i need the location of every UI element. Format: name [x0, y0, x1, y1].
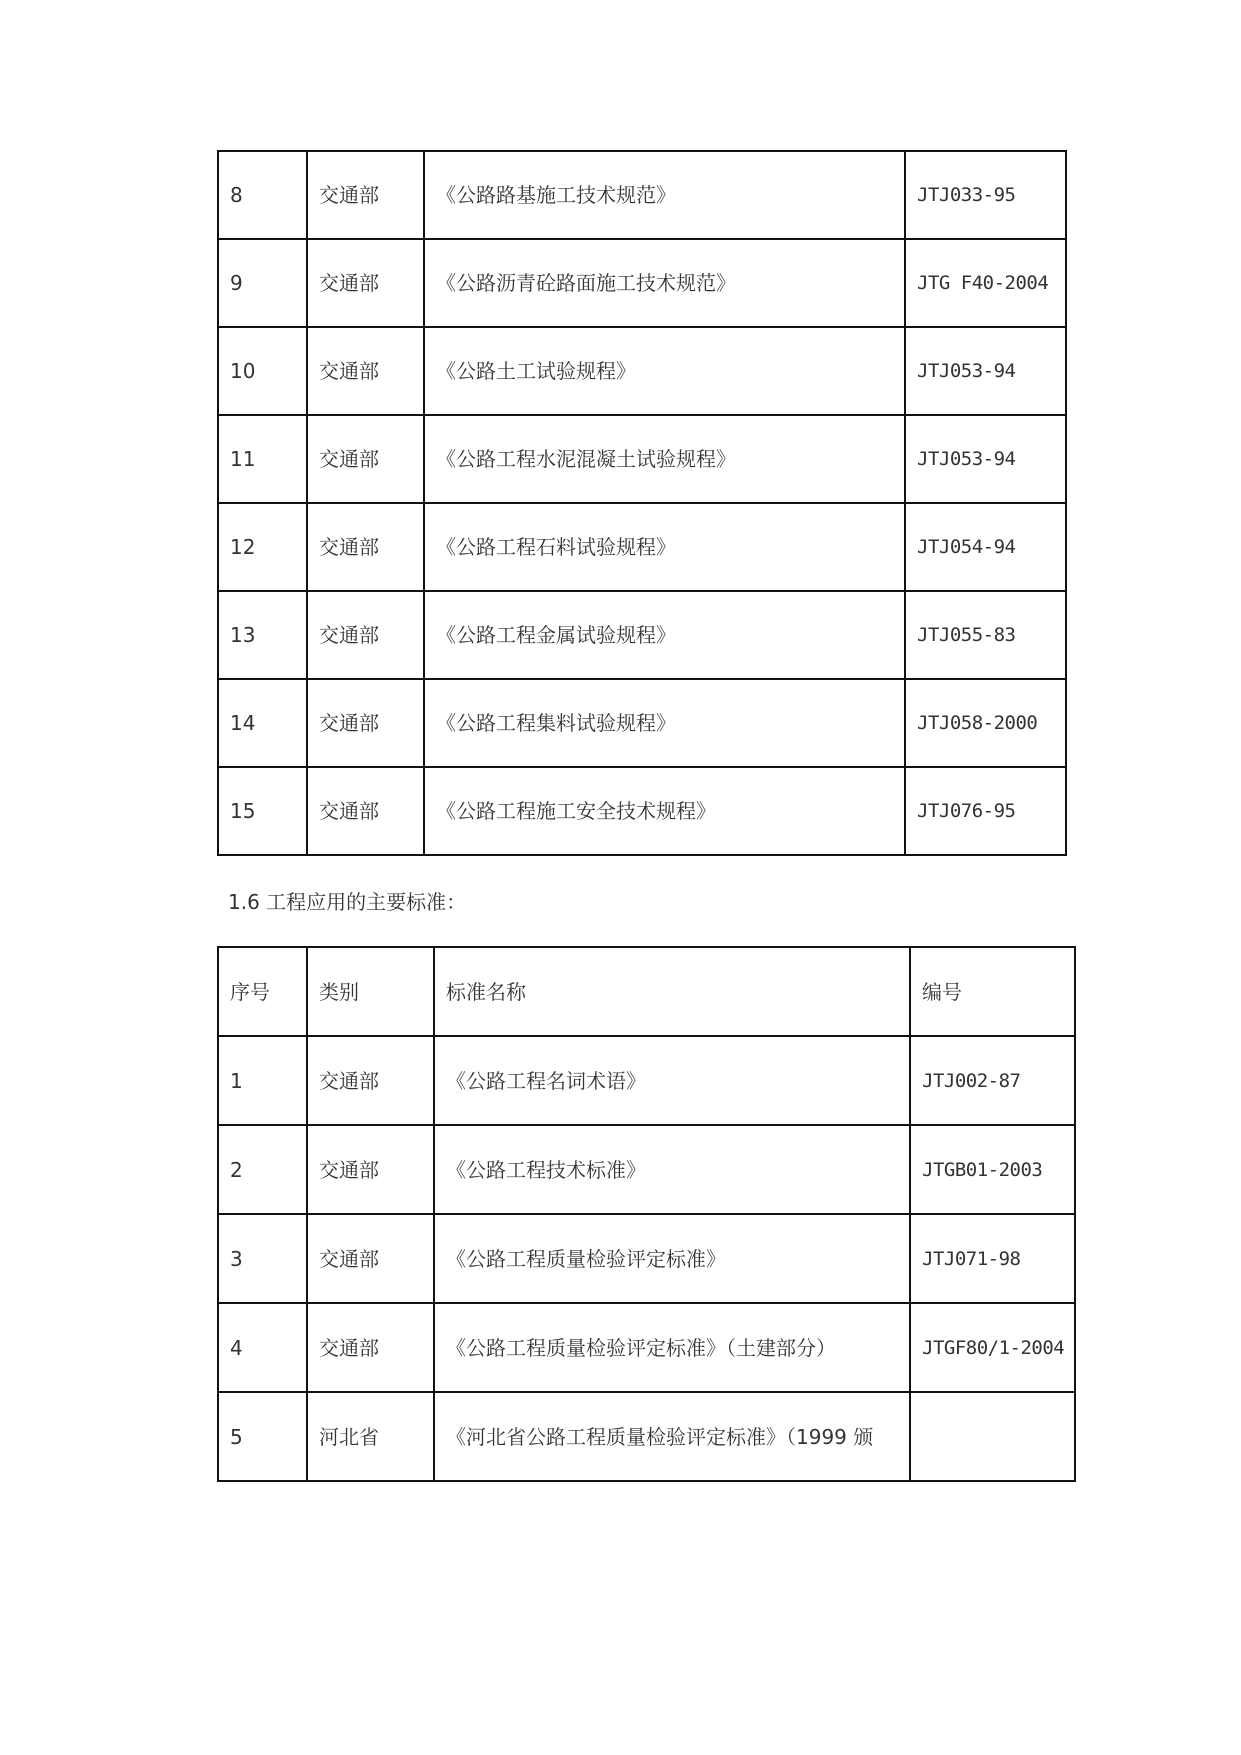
main-standards-table: [217, 946, 1076, 1482]
standard-code: JTJ053-94: [905, 415, 1066, 503]
table-row: [218, 1303, 1075, 1392]
table-row: [218, 415, 1066, 503]
row-number: 1: [218, 1036, 307, 1125]
standard-name: 《公路沥青砼路面施工技术规范》: [424, 239, 905, 327]
row-number: 12: [218, 503, 307, 591]
standard-name: 《河北省公路工程质量检验评定标准》（1999 颁: [434, 1392, 910, 1481]
row-number: 4: [218, 1303, 307, 1392]
issuing-dept: 交通部: [307, 327, 424, 415]
standard-code: JTJ055-83: [905, 591, 1066, 679]
row-number: 5: [218, 1392, 307, 1481]
table-header-row: [218, 947, 1075, 1036]
table-row: [218, 503, 1066, 591]
standard-code: JTGF80/1-2004: [910, 1303, 1075, 1392]
standards-table-continued: [217, 150, 1067, 856]
standard-code: JTJ058-2000: [905, 679, 1066, 767]
issuing-dept: 交通部: [307, 415, 424, 503]
standard-name: 《公路工程名词术语》: [434, 1036, 910, 1125]
table-row: [218, 239, 1066, 327]
row-number: 10: [218, 327, 307, 415]
standard-name: 《公路工程技术标准》: [434, 1125, 910, 1214]
row-number: 9: [218, 239, 307, 327]
standard-code: JTJ002-87: [910, 1036, 1075, 1125]
category: 交通部: [307, 1214, 434, 1303]
category: 交通部: [307, 1303, 434, 1392]
standard-code: JTJ033-95: [905, 151, 1066, 239]
issuing-dept: 交通部: [307, 591, 424, 679]
row-number: 14: [218, 679, 307, 767]
issuing-dept: 交通部: [307, 767, 424, 855]
standard-name: 《公路工程质量检验评定标准》（土建部分）: [434, 1303, 910, 1392]
standard-name: 《公路工程施工安全技术规程》: [424, 767, 905, 855]
row-number: 3: [218, 1214, 307, 1303]
category: 河北省: [307, 1392, 434, 1481]
table-row: [218, 151, 1066, 239]
category: 交通部: [307, 1036, 434, 1125]
standard-name: 《公路路基施工技术规范》: [424, 151, 905, 239]
standard-code: JTJ071-98: [910, 1214, 1075, 1303]
standard-name: 《公路土工试验规程》: [424, 327, 905, 415]
table-row: [218, 1214, 1075, 1303]
standard-name: 《公路工程水泥混凝土试验规程》: [424, 415, 905, 503]
row-number: 15: [218, 767, 307, 855]
standard-code: JTJ053-94: [905, 327, 1066, 415]
table-row: [218, 679, 1066, 767]
standard-code: JTJ076-95: [905, 767, 1066, 855]
table-row: [218, 1036, 1075, 1125]
standard-name: 《公路工程质量检验评定标准》: [434, 1214, 910, 1303]
row-number: 11: [218, 415, 307, 503]
standard-code: JTG F40-2004: [905, 239, 1066, 327]
table-row: [218, 591, 1066, 679]
header-number: 序号: [218, 947, 307, 1036]
table-row: [218, 1392, 1075, 1481]
table-row: [218, 1125, 1075, 1214]
row-number: 2: [218, 1125, 307, 1214]
issuing-dept: 交通部: [307, 239, 424, 327]
issuing-dept: 交通部: [307, 151, 424, 239]
header-code: 编号: [910, 947, 1075, 1036]
standard-name: 《公路工程金属试验规程》: [424, 591, 905, 679]
table-row: [218, 327, 1066, 415]
category: 交通部: [307, 1125, 434, 1214]
standard-code: [910, 1392, 1075, 1481]
row-number: 13: [218, 591, 307, 679]
header-standard-name: 标准名称: [434, 947, 910, 1036]
section-heading: 1.6 工程应用的主要标准：: [228, 890, 467, 914]
standard-code: JTGB01-2003: [910, 1125, 1075, 1214]
table-row: [218, 767, 1066, 855]
issuing-dept: 交通部: [307, 503, 424, 591]
row-number: 8: [218, 151, 307, 239]
issuing-dept: 交通部: [307, 679, 424, 767]
standard-code: JTJ054-94: [905, 503, 1066, 591]
standard-name: 《公路工程石料试验规程》: [424, 503, 905, 591]
header-category: 类别: [307, 947, 434, 1036]
standard-name: 《公路工程集料试验规程》: [424, 679, 905, 767]
